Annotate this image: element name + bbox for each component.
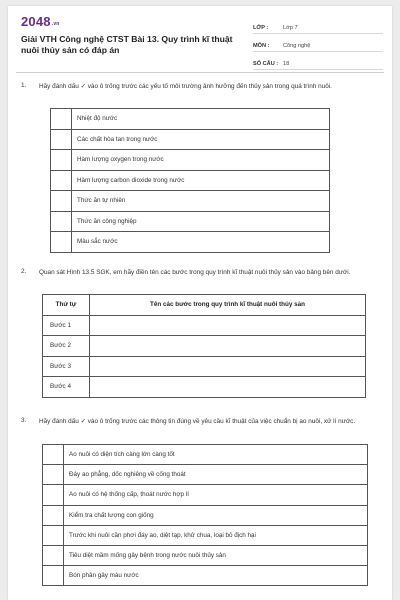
checkbox[interactable] bbox=[43, 505, 64, 525]
site-logo[interactable] bbox=[21, 14, 60, 29]
table-row bbox=[43, 377, 366, 398]
meta-row-subject bbox=[253, 36, 383, 52]
checkbox[interactable] bbox=[43, 445, 64, 465]
checkbox[interactable] bbox=[51, 232, 72, 253]
document-title: Giải VTH Công nghệ CTST Bài 13. Quy trình kĩ thuật nuôi thủy sản có đáp án bbox=[21, 34, 233, 55]
meta-row-count bbox=[253, 54, 383, 70]
option-text: Nhiệt độ nước bbox=[72, 109, 330, 130]
option-text: Đáy ao phẳng, dốc nghiêng về cống thoát bbox=[64, 465, 368, 485]
column-header-steps: Tên các bước trong quy trình kĩ thuật nuôi thủy sản bbox=[90, 295, 366, 316]
table-row bbox=[43, 525, 368, 545]
table-row bbox=[43, 315, 366, 336]
meta-value: Công nghệ bbox=[283, 43, 311, 49]
option-text: Ao nuôi có hệ thống cấp, thoát nước hợp lí bbox=[64, 485, 368, 505]
meta-value: 18 bbox=[283, 61, 290, 67]
option-text: Hàm lượng carbon dioxide trong nước bbox=[72, 170, 330, 191]
step-label: Bước 2 bbox=[43, 336, 90, 357]
table-row bbox=[51, 129, 330, 150]
option-text: Hàm lượng oxygen trong nước bbox=[72, 150, 330, 171]
worksheet-page bbox=[8, 6, 392, 600]
table-row bbox=[43, 356, 366, 377]
step-answer-cell[interactable] bbox=[90, 356, 366, 377]
option-text: Tiêu diệt mầm mống gây bệnh trong nước nuôi thủy sản bbox=[64, 545, 368, 565]
question-text: Hãy đánh dấu ✓ vào ô trống trước các thông tin đúng về yêu cầu kĩ thuật của việc chuẩn bị ao nuôi, xử lí nước. bbox=[39, 418, 356, 425]
table-row bbox=[43, 336, 366, 357]
checkbox[interactable] bbox=[51, 129, 72, 150]
table-row bbox=[43, 566, 368, 586]
q2-steps-table bbox=[42, 294, 366, 398]
checkbox[interactable] bbox=[43, 465, 64, 485]
meta-value: Lớp 7 bbox=[283, 25, 298, 31]
table-row bbox=[43, 505, 368, 525]
question-number: 3. bbox=[21, 417, 27, 424]
table-header-row bbox=[43, 295, 366, 316]
table-row bbox=[43, 485, 368, 505]
logo-suffix: .vn bbox=[51, 21, 60, 27]
option-text: Trước khi nuôi cần phơi đáy ao, diệt tạp, khử chua, loại bỏ địch hại bbox=[64, 525, 368, 545]
table-row bbox=[51, 109, 330, 130]
option-text: Bón phân gây màu nước bbox=[64, 566, 368, 586]
table-row bbox=[43, 445, 368, 465]
table-row bbox=[51, 170, 330, 191]
table-row bbox=[51, 232, 330, 253]
option-text: Kiểm tra chất lượng con giống bbox=[64, 505, 368, 525]
table-row bbox=[51, 150, 330, 171]
table-row bbox=[43, 545, 368, 565]
meta-row-class bbox=[253, 18, 383, 34]
meta-key: LỚP : bbox=[253, 25, 269, 31]
step-answer-cell[interactable] bbox=[90, 315, 366, 336]
question-text: Hãy đánh dấu ✓ vào ô trống trước các yếu tố môi trường ảnh hưởng đến thủy sản trong quá trình nuôi. bbox=[39, 83, 332, 90]
step-answer-cell[interactable] bbox=[90, 336, 366, 357]
option-text: Các chất hòa tan trong nước bbox=[72, 129, 330, 150]
q1-checklist bbox=[50, 108, 330, 253]
checkbox[interactable] bbox=[43, 525, 64, 545]
q3-checklist bbox=[42, 444, 368, 586]
question-number: 1. bbox=[21, 82, 27, 89]
column-header-order: Thứ tự bbox=[43, 295, 90, 316]
checkbox[interactable] bbox=[43, 485, 64, 505]
option-text: Ao nuôi có diện tích càng lớn càng tốt bbox=[64, 445, 368, 465]
step-label: Bước 1 bbox=[43, 315, 90, 336]
question-number: 2. bbox=[21, 268, 27, 275]
option-text: Thức ăn tự nhiên bbox=[72, 191, 330, 212]
header-divider bbox=[16, 72, 384, 73]
checkbox[interactable] bbox=[43, 566, 64, 586]
checkbox[interactable] bbox=[43, 545, 64, 565]
question-text: Quan sát Hình 13.5 SGK, em hãy điền tên các bước trong quy trình kĩ thuật nuôi thủy sản vào bảng bên dưới. bbox=[39, 269, 351, 276]
option-text: Màu sắc nước bbox=[72, 232, 330, 253]
step-answer-cell[interactable] bbox=[90, 377, 366, 398]
checkbox[interactable] bbox=[51, 211, 72, 232]
step-label: Bước 3 bbox=[43, 356, 90, 377]
meta-key: SỐ CÂU : bbox=[253, 61, 279, 67]
checkbox[interactable] bbox=[51, 150, 72, 171]
table-row bbox=[51, 191, 330, 212]
step-label: Bước 4 bbox=[43, 377, 90, 398]
checkbox[interactable] bbox=[51, 109, 72, 130]
checkbox[interactable] bbox=[51, 170, 72, 191]
table-row bbox=[51, 211, 330, 232]
checkbox[interactable] bbox=[51, 191, 72, 212]
logo-main: 2048 bbox=[21, 14, 51, 29]
option-text: Thức ăn công nghiệp bbox=[72, 211, 330, 232]
meta-key: MÔN : bbox=[253, 43, 270, 49]
meta-info bbox=[253, 18, 383, 72]
table-row bbox=[43, 465, 368, 485]
